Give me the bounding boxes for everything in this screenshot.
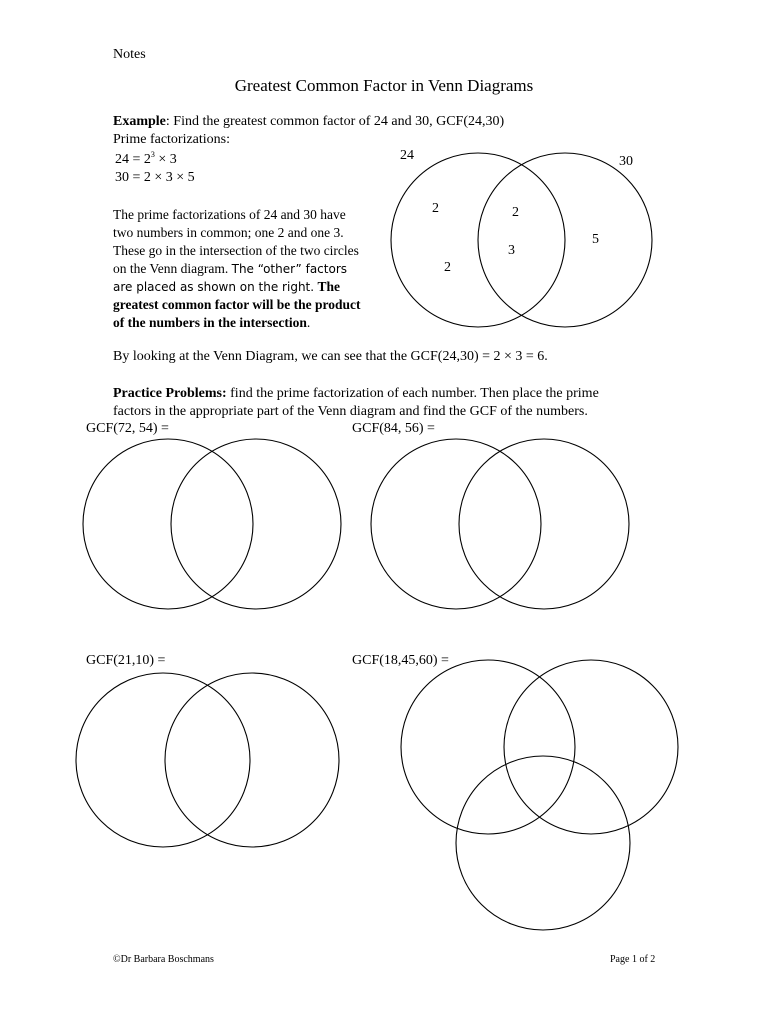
eq1-exponent: 3 [150,150,155,159]
venn-circle [456,756,630,930]
para-text-1: The prime factorizations of 24 and 30 have two numbers in common; one 2 and one 3. These go in the intersection of the two circles on the Venn diagram. [113,207,359,276]
problem-1-label: GCF(72, 54) = [86,421,169,436]
practice-text: find the prime factorization of each number. Then place the prime [226,386,599,401]
problem-2-label: GCF(84, 56) = [352,421,435,436]
venn-circle [171,439,341,609]
copyright: ©Dr Barbara Boschmans [113,954,214,965]
left-factor-1: 2 [432,201,439,216]
equation-30: 30 = 2 × 3 × 5 [115,170,195,185]
para-other: The “other” factors are placed as shown on the right. [113,262,347,294]
venn-circle [401,660,575,834]
conclusion: By looking at the Venn Diagram, we can see that the GCF(24,30) = 2 × 3 = 6. [113,349,548,364]
example-venn [391,148,652,327]
venn-problem-2 [371,439,629,609]
venn-circle [76,673,250,847]
practice-label: Practice Problems: [113,386,227,401]
venn-circle [504,660,678,834]
page-title: Greatest Common Factor in Venn Diagrams [234,76,534,95]
problem-3-label: GCF(21,10) = [86,653,166,668]
label-30: 30 [619,154,633,169]
notes-label: Notes [113,47,146,62]
practice-line-2: factors in the appropriate part of the Venn diagram and find the GCF of the numbers. [113,404,588,419]
page-number: Page 1 of 2 [610,954,656,965]
label-24: 24 [400,148,414,163]
venn-problem-3 [76,673,339,847]
eq1-right: × 3 [154,152,177,167]
right-factor-1: 5 [592,232,599,247]
venn-problem-1 [83,439,341,609]
intersection-factor-1: 2 [512,205,519,220]
example-text: : Find the greatest common factor of 24 and 30, GCF(24,30) [165,114,505,129]
para-bold: The greatest common factor will be the product of the numbers in the intersection [113,279,361,330]
venn-circle [83,439,253,609]
venn-problem-4 [401,660,678,930]
para-end: . [306,315,311,330]
venn-circle [371,439,541,609]
problem-4-label: GCF(18,45,60) = [352,653,449,668]
venn-circle [459,439,629,609]
prime-label: Prime factorizations: [113,132,231,147]
left-factor-2: 2 [444,260,451,275]
intersection-factor-2: 3 [508,243,515,258]
example-label: Example [113,114,166,129]
eq1-left: 24 = 2 [115,152,151,167]
venn-circle [165,673,339,847]
